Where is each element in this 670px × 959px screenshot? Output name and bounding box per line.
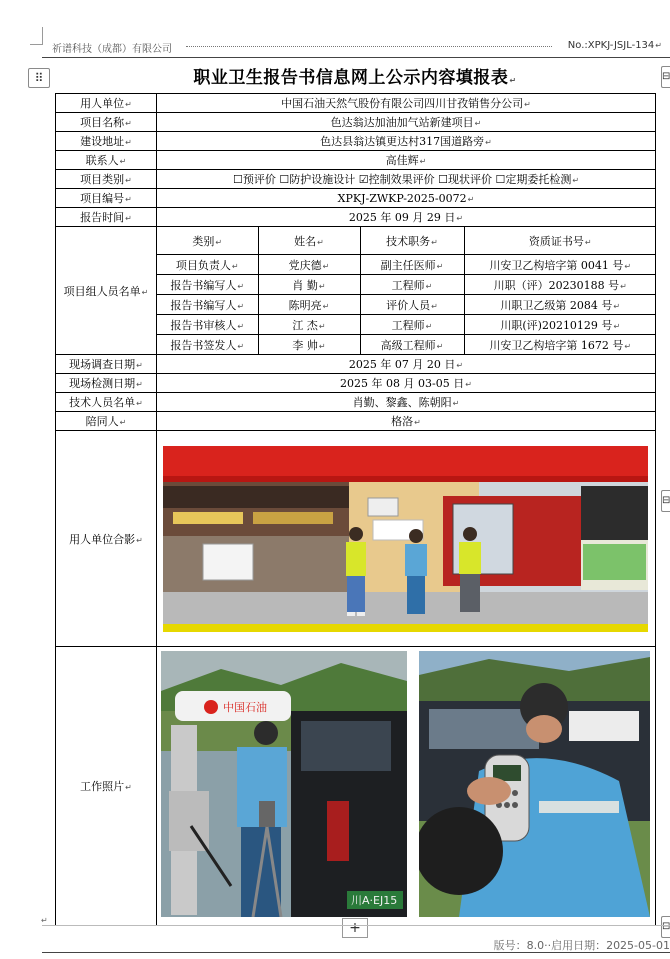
cell-label: 项目类别↵ <box>56 170 157 189</box>
work-photo-1[interactable] <box>161 651 407 917</box>
team-role: 报告书签发人↵ <box>157 335 258 355</box>
team-title: 评价人员↵ <box>360 295 464 315</box>
row-team <box>56 227 656 355</box>
row-work-photos <box>56 647 656 926</box>
add-row-button[interactable]: + <box>342 918 368 938</box>
cell-value: 2025 年 07 月 20 日↵ <box>157 355 656 374</box>
row-project-name <box>56 113 656 132</box>
team-title: 工程师↵ <box>360 315 464 335</box>
team-name: 陈明亮↵ <box>258 295 360 315</box>
row-escort <box>56 412 656 431</box>
cell-label: 现场调查日期↵ <box>56 355 157 374</box>
team-role: 报告书审核人↵ <box>157 315 258 335</box>
option-entrusted-test: 委托检测 <box>527 173 572 186</box>
checkbox-periodic[interactable]: ☐定期 <box>495 173 528 186</box>
team-name: 党庆德↵ <box>258 255 360 275</box>
row-technicians <box>56 393 656 412</box>
row-report-time <box>56 208 656 227</box>
margin-handle-icon[interactable]: ⊟ <box>661 916 670 938</box>
team-name: 李 帅↵ <box>258 335 360 355</box>
checkbox-status-eval[interactable]: ☐现状评价 <box>438 173 492 186</box>
license-plate: 川A·EJ15 <box>351 894 398 907</box>
brand-sign-text: 中国石油 <box>223 701 267 714</box>
team-cell <box>157 227 656 355</box>
row-project-no <box>56 189 656 208</box>
margin-handle-icon[interactable]: ⊟ <box>661 66 670 88</box>
team-title: 副主任医师↵ <box>360 255 464 275</box>
cell-label: 项目编号↵ <box>56 189 157 208</box>
header-doc-no: No.:XPKJ-JSJL-134↵ <box>567 40 662 51</box>
header-company: 祈谱科技（成都）有限公司 <box>52 44 172 55</box>
row-survey-date <box>56 355 656 374</box>
cell-label: 建设地址↵ <box>56 132 157 151</box>
row-group-photo <box>56 431 656 647</box>
team-header: 技术职务↵ <box>360 227 464 255</box>
checkbox-pre-eval[interactable]: ☐预评价 <box>232 173 276 186</box>
team-header: 资质证书号↵ <box>464 227 656 255</box>
row-address <box>56 132 656 151</box>
header-leader-dots <box>186 46 552 47</box>
cell-value: XPKJ-ZWKP-2025-0072↵ <box>157 189 656 208</box>
team-role: 报告书编写人↵ <box>157 275 258 295</box>
info-table <box>55 93 656 926</box>
team-name: 江 杰↵ <box>258 315 360 335</box>
footer-bottom-rule <box>42 952 670 953</box>
footer-version: 版号：8.0··启用日期：2025-05-01 <box>493 939 670 952</box>
table-move-handle-icon[interactable]: ⠿ <box>28 68 50 88</box>
team-row <box>157 315 656 335</box>
cell-label: 用人单位↵ <box>56 94 157 113</box>
team-header: 类别↵ <box>157 227 258 255</box>
cell-label: 项目名称↵ <box>56 113 157 132</box>
work-photos-cell <box>157 647 656 926</box>
team-row <box>157 255 656 275</box>
team-cert: 川职（评）20230188 号↵ <box>464 275 656 295</box>
team-title: 高级工程师↵ <box>360 335 464 355</box>
work-photo-2[interactable] <box>419 651 650 917</box>
team-table <box>157 227 656 354</box>
cell-value: 2025 年 08 月 03-05 日↵ <box>157 374 656 393</box>
cell-label: 项目组人员名单↵ <box>56 227 157 355</box>
cell-value: 高佳辉↵ <box>157 151 656 170</box>
cell-label: 联系人↵ <box>56 151 157 170</box>
cell-value: ☐预评价 ☐防护设施设计 ☑控制效果评价 ☐现状评价 ☐定期委托检测↵ <box>157 170 656 189</box>
checkbox-protection-design[interactable]: ☐防护设施设计 <box>279 173 356 186</box>
team-cert: 川职(评)20210129 号↵ <box>464 315 656 335</box>
row-contact <box>56 151 656 170</box>
cell-value: 中国石油天然气股份有限公司四川甘孜销售分公司↵ <box>157 94 656 113</box>
team-name: 肖 勤↵ <box>258 275 360 295</box>
document-title: 职业卫生报告书信息网上公示内容填报表↵ <box>193 68 517 88</box>
cell-label: 报告时间↵ <box>56 208 157 227</box>
footer-rule <box>42 925 670 926</box>
team-cert: 川安卫乙构培字第 0041 号↵ <box>464 255 656 275</box>
cell-value: 格洛↵ <box>157 412 656 431</box>
crop-mark <box>30 27 43 45</box>
cell-value: 肖勤、黎鑫、陈朝阳↵ <box>157 393 656 412</box>
team-row <box>157 295 656 315</box>
cell-label: 用人单位合影↵ <box>56 431 157 647</box>
team-role: 报告书编写人↵ <box>157 295 258 315</box>
row-employer <box>56 94 656 113</box>
team-cert: 川职卫乙级第 2084 号↵ <box>464 295 656 315</box>
team-header: 姓名↵ <box>258 227 360 255</box>
cell-value: 色达县翁达镇更达村317国道路旁↵ <box>157 132 656 151</box>
team-row <box>157 335 656 355</box>
cell-label: 陪同人↵ <box>56 412 157 431</box>
row-test-date <box>56 374 656 393</box>
team-row <box>157 275 656 295</box>
team-role: 项目负责人↵ <box>157 255 258 275</box>
cell-value: 色达翁达加油加气站新建项目↵ <box>157 113 656 132</box>
team-title: 工程师↵ <box>360 275 464 295</box>
row-category <box>56 170 656 189</box>
cell-value: 2025 年 09 月 29 日↵ <box>157 208 656 227</box>
header-rule <box>42 57 670 58</box>
group-photo-cell <box>157 431 656 647</box>
cell-label: 技术人员名单↵ <box>56 393 157 412</box>
team-header-row <box>157 227 656 255</box>
team-cert: 川安卫乙构培字第 1672 号↵ <box>464 335 656 355</box>
cell-label: 工作照片↵ <box>56 647 157 926</box>
checkbox-control-effect[interactable]: ☑控制效果评价 <box>358 173 435 186</box>
cell-label: 现场检测日期↵ <box>56 374 157 393</box>
group-photo[interactable] <box>163 446 648 632</box>
margin-handle-icon[interactable]: ⊟ <box>661 490 670 512</box>
paragraph-mark: ↵ <box>41 916 48 925</box>
